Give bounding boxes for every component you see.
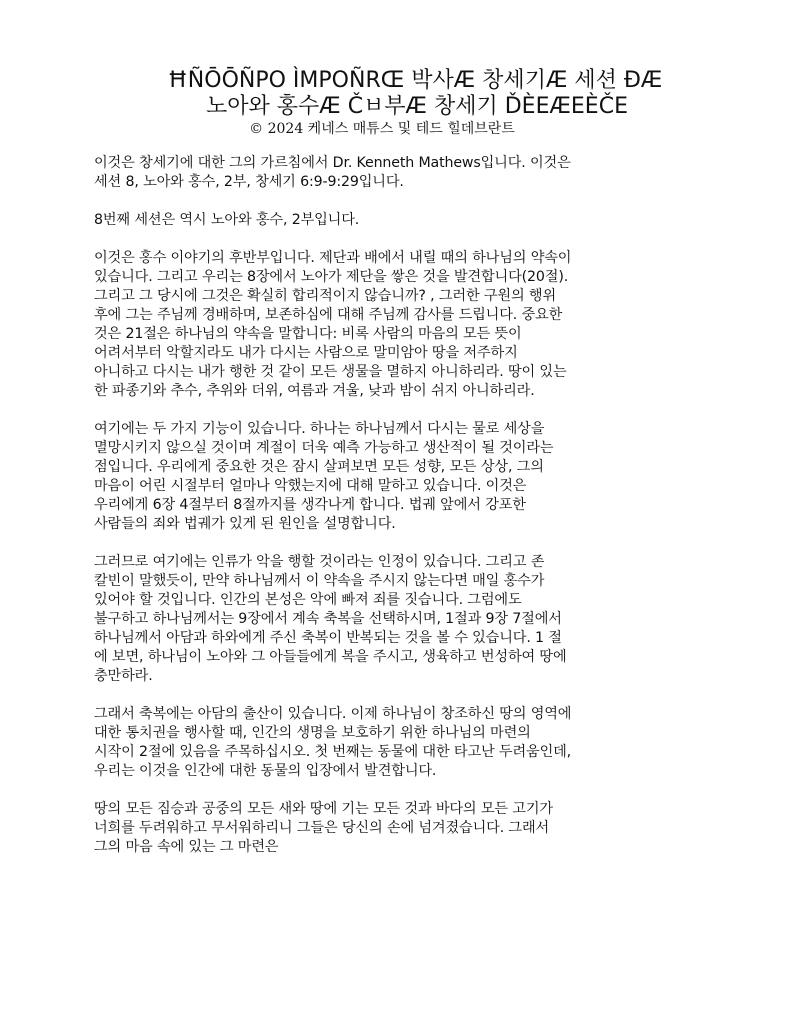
document-title-line-2: 노아와 홍수Æ Čㅂ부Æ 창세기 ĎÈEÆEÈČE [206,94,628,119]
document-body [94,154,694,876]
paragraph-intro: 이것은 창세기에 대한 그의 가르침에서 Dr. Kenneth Mathews입니다. 이것은 세션 8, 노아와 홍수, 2부, 창세기 6:9-9:29입니다. [94,155,571,190]
paragraph-session: 8번째 세션은 역시 노아와 홍수, 2부입니다. [94,212,360,228]
paragraph-functions: 여기에는 두 가지 기능이 있습니다. 하나는 하나님께서 다시는 물로 세상을 멸망시키지 않으실 것이며 계절이 더욱 예측 가능하고 생산적이 될 것이라는 점입니다. 우리에게 중요한 것은 잠시 살펴보면 모든 성향, 모든 상상, 그의 마음이 어린 시절부터 얼마나 악했는지에 대해 말하고 있습니다. 이것은 우리에게 6장 4절부터 8절까지를 생각나게 합니다. 법궤 앞에서 강포한 사람들의 죄와 법궤가 있게 된 원인을 설명합니다. [94,421,554,532]
paragraph-promise: 이것은 홍수 이야기의 후반부입니다. 제단과 배에서 내릴 때의 하나님의 약속이 있습니다. 그리고 우리는 8장에서 노아가 제단을 쌓은 것을 발견합니다(20절). 그리고 그 당시에 그것은 확실히 합리적이지 않습니까? , 그러한 구원의 행위 후에 그는 주님께 경배하며, 보존하심에 대해 주님께 감사를 드립니다. 중요한 것은 21절은 하나님의 약속을 말합니다: 비록 사람의 마음의 모든 뜻이 어려서부터 악할지라도 내가 다시는 사람으로 말미암아 땅을 저주하지 아니하고 다시는 내가 행한 것 같이 모든 생물을 멸하지 아니하리라. 땅이 있는 한 파종기와 추수, 추위와 더위, 여름과 겨울, 낮과 밤이 쉬지 아니하리라. [94,250,572,399]
paragraph-dominion: 그래서 축복에는 아담의 출산이 있습니다. 이제 하나님이 창조하신 땅의 영역에 대한 통치권을 행사할 때, 인간의 생명을 보호하기 위한 하나님의 마련의 시작이 2절에 있음을 주목하십시오. 첫 번째는 동물에 대한 타고난 두려움인데, 우리는 이것을 인간에 대한 동물의 입장에서 발견합니다. [94,706,572,779]
paragraph-blessing: 그러므로 여기에는 인류가 악을 행할 것이라는 인정이 있습니다. 그리고 존 칼빈이 말했듯이, 만약 하나님께서 이 약속을 주시지 않는다면 매일 홍수가 있어야 할 것입니다. 인간의 본성은 악에 빠져 죄를 짓습니다. 그럼에도 불구하고 하나님께서는 9장에서 계속 축복을 선택하시며, 1절과 9장 7절에서 하나님께서 아담과 하와에게 주신 축복이 반복되는 것을 볼 수 있습니다. 1 절 에 보면, 하나님이 노아와 그 아들들에게 복을 주시고, 생육하고 번성하여 땅에 충만하라. [94,554,567,684]
copyright-notice: © 2024 케네스 매튜스 및 테드 힐데브란트 [249,121,515,137]
paragraph-fear: 땅의 모든 짐승과 공중의 모든 새와 땅에 기는 모든 것과 바다의 모든 고기가 너희를 두려워하고 무서워하리니 그들은 당신의 손에 넘겨졌습니다. 그래서 그의 마음 속에 있는 그 마련은 [94,801,553,855]
document-title-line-1: ĦÑŌŌÑPO ÌMPOÑRŒ 박사Æ 창세기Æ 세션 ĐÆ [167,68,663,93]
document-header [0,68,794,138]
